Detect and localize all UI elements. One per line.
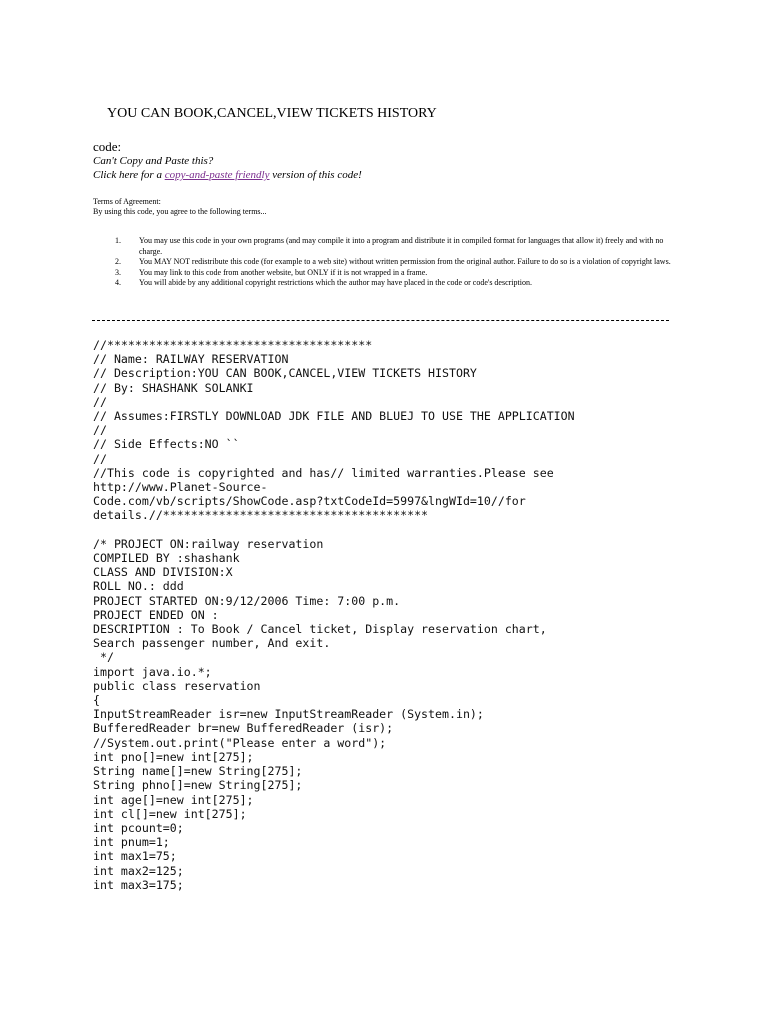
code-line: InputStreamReader isr=new InputStreamReader (System.in); (93, 707, 484, 722)
code-line: //This code is copyrighted and has// limited warranties.Please see (93, 465, 554, 480)
code-line: int pnum=1; (93, 835, 170, 850)
code-line: { (93, 693, 100, 708)
copy-paste-question: Can't Copy and Paste this? (93, 155, 214, 167)
copy-paste-friendly-link[interactable]: copy-and-paste friendly (164, 169, 270, 181)
code-line: DESCRIPTION : To Book / Cancel ticket, Display reservation chart, (93, 622, 547, 637)
terms-item (93, 268, 683, 279)
code-line: public class reservation (93, 678, 261, 693)
code-line: */ (93, 650, 114, 665)
code-line: COMPILED BY :shashank (93, 551, 240, 566)
terms-item (93, 257, 683, 268)
terms-item-number: 1. (115, 236, 121, 245)
code-line: PROJECT ENDED ON : (93, 607, 219, 622)
code-line: import java.io.*; (93, 664, 212, 679)
code-line: // (93, 451, 107, 466)
terms-item-number: 4. (115, 278, 121, 287)
code-line: String name[]=new String[275]; (93, 764, 303, 779)
code-line: int pno[]=new int[275]; (93, 749, 254, 764)
code-line: // Side Effects:NO `` (93, 437, 240, 452)
page-heading: YOU CAN BOOK,CANCEL,VIEW TICKETS HISTORY (107, 106, 437, 121)
code-line: // Name: RAILWAY RESERVATION (93, 352, 289, 367)
code-line: Code.com/vb/scripts/ShowCode.asp?txtCodeId=5997&lngWId=10//for (93, 494, 526, 509)
code-line: // Assumes:FIRSTLY DOWNLOAD JDK FILE AND BLUEJ TO USE THE APPLICATION (93, 409, 575, 424)
code-line: // Description:YOU CAN BOOK,CANCEL,VIEW TICKETS HISTORY (93, 366, 477, 381)
terms-item (93, 278, 683, 289)
copy-paste-note-suffix: version of this code! (269, 169, 362, 181)
code-line: /* PROJECT ON:railway reservation (93, 536, 324, 551)
code-label: code: (93, 139, 122, 154)
terms-item-text: You will abide by any additional copyright restrictions which the author may have placed in the code or code's description. (139, 278, 532, 287)
code-line: http://www.Planet-Source- (93, 480, 268, 495)
code-line: int max3=175; (93, 877, 184, 892)
terms-item-text: You may link to this code from another website, but ONLY if it is not wrapped in a frame. (139, 267, 428, 277)
terms-item-text: You MAY NOT redistribute this code (for example to a web site) without written permission from the original author. Failure to do so is a violation of copyright laws. (139, 257, 671, 266)
terms-item-text: You may use this code in your own programs (and may compile it into a program and distribute it in compiled format for languages that allow it) freely and with no charge. (139, 236, 664, 256)
copy-paste-note-prefix: Click here for a (93, 169, 165, 181)
code-line: int age[]=new int[275]; (93, 792, 254, 807)
copy-paste-note (93, 169, 362, 181)
dashed-divider (92, 320, 669, 321)
code-line: String phno[]=new String[275]; (93, 778, 303, 793)
terms-list (93, 236, 683, 289)
code-line: // (93, 423, 107, 438)
code-line: int max1=75; (93, 849, 177, 864)
terms-item-number: 2. (115, 257, 121, 266)
code-line: Search passenger number, And exit. (93, 636, 331, 651)
terms-header (93, 197, 693, 217)
terms-intro: By using this code, you agree to the following terms... (93, 207, 267, 216)
code-line: ROLL NO.: ddd (93, 579, 184, 594)
terms-item (93, 236, 683, 257)
terms-title: Terms of Agreement: (93, 197, 161, 206)
code-line: int max2=125; (93, 863, 184, 878)
code-line: CLASS AND DIVISION:X (93, 565, 233, 580)
code-line: int cl[]=new int[275]; (93, 806, 247, 821)
code-line: int pcount=0; (93, 820, 184, 835)
code-line: // By: SHASHANK SOLANKI (93, 380, 254, 395)
terms-item-number: 3. (115, 267, 121, 277)
code-line: BufferedReader br=new BufferedReader (isr); (93, 721, 394, 736)
code-line: details.//************************************** (93, 508, 429, 523)
code-line: PROJECT STARTED ON:9/12/2006 Time: 7:00 p.m. (93, 593, 401, 608)
code-line: //************************************** (93, 338, 373, 352)
code-line: // (93, 394, 107, 409)
source-code-block (93, 338, 693, 892)
code-line: //System.out.print("Please enter a word"); (93, 735, 387, 750)
code-line (93, 523, 693, 537)
